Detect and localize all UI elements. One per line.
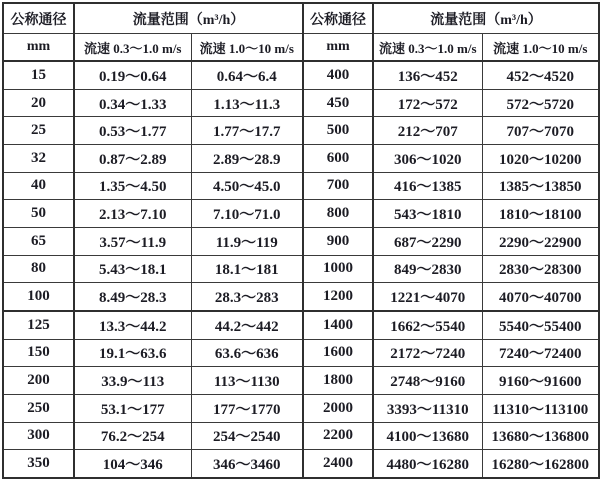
left-flow-high-cell: 63.6～636 [191,339,303,367]
left-diameter-cell: 32 [3,144,74,172]
right-flow-high-cell: 16280～162800 [482,450,599,478]
right-velocity-low-header: 流速 0.3～1.0 m/s [373,34,482,62]
left-flow-low-cell: 0.87～2.89 [74,144,191,172]
table-row [3,172,599,200]
left-flow-low-cell: 2.13～7.10 [74,200,191,228]
left-flow-low-cell: 8.49～28.3 [74,283,191,311]
right-flow-high-cell: 572～5720 [482,89,599,117]
left-diameter-cell: 300 [3,422,74,450]
left-diameter-cell: 80 [3,255,74,283]
table-row [3,367,599,395]
left-diameter-cell: 200 [3,367,74,395]
left-flow-range-header: 流量范围（m³/h） [74,3,303,34]
left-flow-high-cell: 113～1130 [191,367,303,395]
table-row [3,339,599,367]
right-diameter-cell: 700 [303,172,373,200]
right-diameter-cell: 2400 [303,450,373,478]
left-flow-low-cell: 53.1～177 [74,394,191,422]
left-flow-low-cell: 104～346 [74,450,191,478]
table-row [3,89,599,117]
right-flow-low-cell: 2172～7240 [373,339,482,367]
right-flow-high-cell: 2830～28300 [482,255,599,283]
right-flow-low-cell: 1662～5540 [373,311,482,339]
right-diameter-cell: 400 [303,61,373,89]
left-flow-low-cell: 0.53～1.77 [74,117,191,145]
left-diameter-cell: 100 [3,283,74,311]
left-flow-high-cell: 11.9～119 [191,227,303,255]
left-diameter-cell: 15 [3,61,74,89]
left-diameter-cell: 50 [3,200,74,228]
left-diameter-cell: 125 [3,311,74,339]
left-flow-high-cell: 28.3～283 [191,283,303,311]
left-flow-low-cell: 76.2～254 [74,422,191,450]
right-flow-high-cell: 9160～91600 [482,367,599,395]
right-flow-high-cell: 1810～18100 [482,200,599,228]
right-flow-high-cell: 5540～55400 [482,311,599,339]
right-diameter-cell: 800 [303,200,373,228]
right-flow-low-cell: 2748～9160 [373,367,482,395]
right-diameter-cell: 1400 [303,311,373,339]
right-flow-low-cell: 1221～4070 [373,283,482,311]
left-diameter-cell: 350 [3,450,74,478]
left-diameter-header: 公称通径 [3,3,74,34]
left-flow-low-cell: 19.1～63.6 [74,339,191,367]
right-flow-high-cell: 452～4520 [482,61,599,89]
left-diameter-cell: 25 [3,117,74,145]
left-velocity-high-header: 流速 1.0～10 m/s [191,34,303,62]
right-diameter-cell: 1800 [303,367,373,395]
right-flow-low-cell: 416～1385 [373,172,482,200]
left-diameter-cell: 40 [3,172,74,200]
right-diameter-cell: 900 [303,227,373,255]
right-flow-high-cell: 2290～22900 [482,227,599,255]
left-velocity-low-header: 流速 0.3～1.0 m/s [74,34,191,62]
left-flow-high-cell: 1.13～11.3 [191,89,303,117]
table-row [3,61,599,89]
table-row [3,311,599,339]
left-flow-high-cell: 346～3460 [191,450,303,478]
table-row [3,117,599,145]
right-flow-low-cell: 3393～11310 [373,394,482,422]
right-flow-high-cell: 1020～10200 [482,144,599,172]
table-row [3,394,599,422]
table-row [3,227,599,255]
left-flow-low-cell: 13.3～44.2 [74,311,191,339]
header-row-sub [3,34,599,62]
left-flow-high-cell: 0.64～6.4 [191,61,303,89]
left-diameter-cell: 20 [3,89,74,117]
table-row [3,144,599,172]
table-row [3,450,599,478]
left-diameter-cell: 150 [3,339,74,367]
right-unit-header: mm [303,34,373,62]
left-diameter-cell: 250 [3,394,74,422]
right-diameter-cell: 1000 [303,255,373,283]
right-flow-low-cell: 543～1810 [373,200,482,228]
right-diameter-cell: 1200 [303,283,373,311]
left-flow-low-cell: 33.9～113 [74,367,191,395]
left-diameter-cell: 65 [3,227,74,255]
right-flow-high-cell: 1385～13850 [482,172,599,200]
left-flow-high-cell: 18.1～181 [191,255,303,283]
table-row [3,422,599,450]
right-flow-low-cell: 136～452 [373,61,482,89]
left-flow-low-cell: 0.34～1.33 [74,89,191,117]
left-unit-header: mm [3,34,74,62]
right-flow-high-cell: 13680～136800 [482,422,599,450]
table-header [3,3,599,61]
right-flow-high-cell: 707～7070 [482,117,599,145]
left-flow-high-cell: 2.89～28.9 [191,144,303,172]
right-flow-high-cell: 7240～72400 [482,339,599,367]
right-flow-low-cell: 849～2830 [373,255,482,283]
left-flow-low-cell: 0.19～0.64 [74,61,191,89]
right-flow-low-cell: 4100～13680 [373,422,482,450]
left-flow-low-cell: 3.57～11.9 [74,227,191,255]
right-flow-low-cell: 687～2290 [373,227,482,255]
table-row [3,255,599,283]
left-flow-high-cell: 4.50～45.0 [191,172,303,200]
right-flow-high-cell: 11310～113100 [482,394,599,422]
left-flow-high-cell: 1.77～17.7 [191,117,303,145]
right-diameter-cell: 600 [303,144,373,172]
right-diameter-cell: 450 [303,89,373,117]
right-flow-low-cell: 4480～16280 [373,450,482,478]
table-row [3,200,599,228]
right-diameter-header: 公称通径 [303,3,373,34]
right-flow-high-cell: 4070～40700 [482,283,599,311]
left-flow-high-cell: 177～1770 [191,394,303,422]
header-row-top [3,3,599,34]
right-diameter-cell: 2000 [303,394,373,422]
right-diameter-cell: 2200 [303,422,373,450]
left-flow-low-cell: 5.43～18.1 [74,255,191,283]
table-row [3,283,599,311]
right-flow-low-cell: 212～707 [373,117,482,145]
right-diameter-cell: 1600 [303,339,373,367]
left-flow-high-cell: 254～2540 [191,422,303,450]
left-flow-low-cell: 1.35～4.50 [74,172,191,200]
left-flow-high-cell: 44.2～442 [191,311,303,339]
right-flow-low-cell: 172～572 [373,89,482,117]
table-body [3,61,599,478]
right-flow-range-header: 流量范围（m³/h） [373,3,599,34]
left-flow-high-cell: 7.10～71.0 [191,200,303,228]
right-velocity-high-header: 流速 1.0～10 m/s [482,34,599,62]
right-flow-low-cell: 306～1020 [373,144,482,172]
right-diameter-cell: 500 [303,117,373,145]
flow-range-table [2,2,600,479]
